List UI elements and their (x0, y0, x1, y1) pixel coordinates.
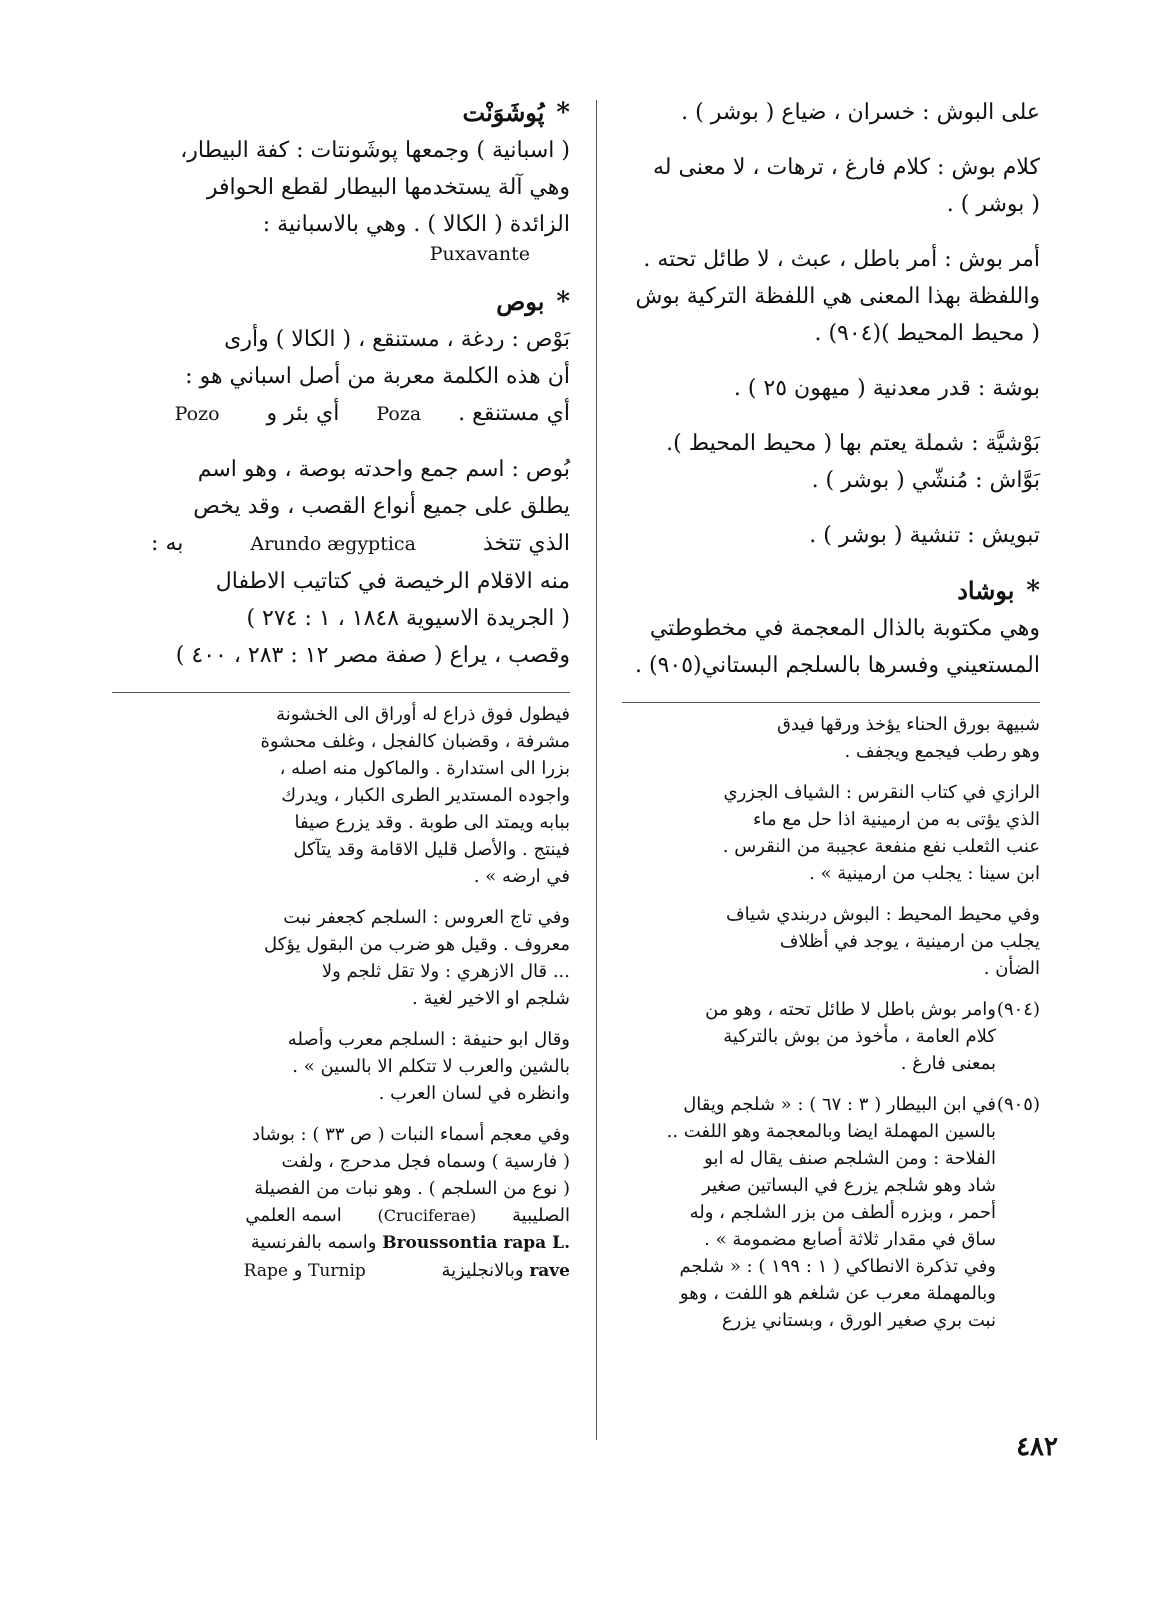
headword (622, 572, 1040, 610)
footnote-line: الرازي في كتاب النقرس : الشياف الجزري (723, 782, 1040, 803)
footnote-block (112, 1121, 570, 1285)
headword (112, 283, 570, 321)
latin-term: Broussontia rapa L. (382, 1233, 570, 1253)
entry-line: ( بوشر ) . (946, 192, 1040, 217)
footnote-text: و (293, 1260, 303, 1281)
entry-line: الزائدة ( الكالا ) . وهي بالاسبانية : (262, 212, 570, 237)
entry-line: بَوَّاش : مُنشّي ( بوشر ) . (811, 468, 1040, 493)
column-divider (596, 100, 597, 1440)
footnote-line: وفي محيط المحيط : البوش دربندي شياف (725, 904, 1040, 925)
footnote-line: ( نوع من السلجم ) . وهو نبات من الفصيلة (254, 1178, 570, 1199)
latin-term: Poza (376, 403, 422, 425)
page-number: ٤٨٢ (1016, 1432, 1058, 1462)
entry-text: الذي تتخذ (482, 531, 570, 556)
entry-line: واللفظة بهذا المعنى هي اللفظة التركية بوش (635, 284, 1040, 309)
entry-line: كلام بوش : كلام فارغ ، ترهات ، لا معنى له (653, 155, 1040, 180)
entry-line: ( اسبانية ) وجمعها پوشَونتات : كفة البيطار، (180, 138, 570, 163)
footnote-line: معروف . وقيل هو ضرب من البقول يؤكل (264, 934, 570, 955)
footnote-text: وبالانجليزية (441, 1260, 524, 1281)
footnote-line: شاد وهو شلجم يزرع في البساتين صغير (702, 1175, 996, 1196)
entry-line: وهي آلة يستخدمها البيطار لقطع الحوافر (206, 175, 570, 200)
entry-line: ( الجريدة الاسيوية ١٨٤٨ ، ١ : ٢٧٤ ) (246, 606, 570, 631)
footnote-separator (622, 702, 1040, 703)
entry-line: بَوْص : ردغة ، مستنقع ، ( الكالا ) وأرى (224, 327, 570, 352)
footnote-line: شلجم او الاخير لغية . (412, 988, 570, 1009)
footnote-line (112, 1202, 570, 1229)
footnote-line (622, 996, 1040, 1023)
asterisk-icon: * (556, 287, 570, 317)
entry-line: على البوش : خسران ، ضياع ( بوشر ) . (681, 100, 1040, 125)
footnote-904 (622, 996, 1040, 1077)
footnote-905 (622, 1091, 1040, 1334)
entry (112, 321, 570, 433)
footnote-line: فيطول فوق ذراع له أوراق الى الخشونة (276, 704, 570, 725)
footnote-separator (112, 692, 570, 693)
entry-line: أن هذه الكلمة معربة من أصل اسباني هو : (185, 364, 570, 389)
footnote-line: الفلاحة : ومن الشلجم صنف يقال له ابو (704, 1148, 996, 1169)
footnote-line: مشرفة ، وقضبان كالفجل ، وغلف محشوة (260, 731, 570, 752)
footnote-line: ساق في مقدار ثلاثة أصابع مضمومة » . (704, 1229, 996, 1250)
latin-term: Pozo (174, 403, 220, 425)
entry-line: أمر بوش : أمر باطل ، عبث ، لا طائل تحته . (643, 247, 1040, 272)
entry (622, 94, 1040, 131)
footnote-line: أحمر ، وبزره ألطف من بزر الشلجم ، وله (689, 1202, 996, 1223)
entry-line: وقصب ، يراع ( صفة مصر ١٢ : ٢٨٣ ، ٤٠٠ ) (175, 643, 570, 668)
footnote-text: الصليبية (512, 1205, 570, 1226)
entry-text: أي مستنقع . (458, 401, 570, 426)
footnote-line: عنب الثعلب نفع منفعة عجيبة من النقرس . (722, 836, 1040, 857)
asterisk-icon: * (1026, 576, 1040, 606)
footnote-line: وبالمهملة معرب عن شلغم هو اللفت ، وهو (679, 1283, 996, 1304)
footnote-number: (٩٠٤) (996, 999, 1040, 1020)
asterisk-icon: * (556, 98, 570, 128)
headword (112, 94, 570, 132)
entry (622, 149, 1040, 223)
footnote-text: في ابن البيطار ( ٣ : ٦٧ ) : « شلجم ويقال (683, 1094, 996, 1115)
footnote-line: بمعنى فارغ . (900, 1053, 996, 1074)
footnote-line: شبيهة بورق الحناء يؤخذ ورقها فيدق (776, 714, 1040, 735)
footnote-line: وفي تذكرة الانطاكي ( ١ : ١٩٩ ) : « شلجم (679, 1256, 996, 1277)
entry-line: بَوْشيَّة : شملة يعتم بها ( محيط المحيط ). (666, 431, 1040, 456)
entry (622, 425, 1040, 499)
footnote-line: فينتج . والأصل قليل الاقامة وقد يتآكل (293, 839, 570, 860)
footnote-line: يجلب من ارمينية ، يوجد في أظلاف (779, 931, 1040, 952)
footnote-line: وفي معجم أسماء النبات ( ص ٣٣ ) : بوشاد (251, 1124, 570, 1145)
entry-line: منه الاقلام الرخيصة في كتاتيب الاطفال (215, 569, 570, 594)
headword-text: بوشاد (957, 576, 1015, 605)
footnote-line: وقال ابو حنيفة : السلجم معرب وأصله (287, 1029, 570, 1050)
entry-line: ( محيط المحيط )(٩٠٤) . (814, 321, 1040, 346)
entry-line: تبويش : تنشية ( بوشر ) . (809, 523, 1040, 548)
entry-line: بوشة : قدر معدنية ( ميهون ٢٥ ) . (733, 376, 1040, 401)
entry-text: أي بئر و (266, 401, 340, 426)
entry (112, 132, 570, 265)
footnote-line: واجوده المستدير الطرى الكبار ، ويدرك (281, 785, 570, 806)
entry-line (112, 395, 570, 433)
left-column (112, 94, 570, 1299)
footnote-line: نبت بري صغير الورق ، وبستاني يزرع (721, 1310, 996, 1331)
footnote-line: ابن سينا : يجلب من ارمينية » . (809, 863, 1040, 884)
footnote-line (112, 1257, 570, 1285)
latin-term: Puxavante (429, 243, 530, 265)
footnote-line: ببابه ويمتد الى طوبة . وقد يزرع صيفا (294, 812, 570, 833)
entry-line (112, 243, 570, 265)
entry (622, 610, 1040, 684)
footnote-block (112, 904, 570, 1012)
footnotes (112, 701, 570, 1285)
latin-term: rave (529, 1261, 570, 1281)
footnote-continued (622, 711, 1040, 765)
footnote-block (112, 1026, 570, 1107)
footnote-line: ( فارسية ) وسماه فجل مدحرج ، ولفت (281, 1151, 570, 1172)
footnote-block (112, 701, 570, 890)
entry-line: بُوص : اسم جمع واحدته بوصة ، وهو اسم (197, 457, 570, 482)
footnote-line: في ارضه » . (473, 866, 570, 887)
headword-text: بوص (496, 287, 545, 316)
footnote-text: واسمه بالفرنسية (250, 1232, 377, 1253)
footnotes (622, 711, 1040, 1334)
footnote-line (622, 1091, 1040, 1118)
footnote-line: الذي يؤتى به من ارمينية اذا حل مع ماء (753, 809, 1040, 830)
footnote-line (112, 1229, 570, 1257)
footnote-line: وفي تاج العروس : السلجم كجعفر نبت (283, 907, 570, 928)
footnote-line: بزرا الى استدارة . والماكول منه اصله ، (279, 758, 570, 779)
entry (622, 370, 1040, 407)
entry-text: به : (151, 531, 184, 556)
footnote-continued (622, 901, 1040, 982)
footnote-line: بالسين المهملة ايضا وبالمعجمة وهو اللفت .. (666, 1121, 996, 1142)
entry-line: وهي مكتوبة بالذال المعجمة في مخطوطتي (649, 616, 1040, 641)
latin-term: (Cruciferae) (377, 1206, 477, 1225)
footnote-line: كلام العامة ، مأخوذ من بوش بالتركية (723, 1026, 996, 1047)
entry (112, 451, 570, 674)
entry (622, 241, 1040, 352)
entry-line (112, 525, 570, 563)
latin-term: Arundo ægyptica (250, 533, 416, 555)
entry-line: المستعيني وفسرها بالسلجم البستاني(٩٠٥) . (635, 653, 1040, 678)
footnote-line: ... قال الازهري : ولا تقل ثلجم ولا (321, 961, 570, 982)
footnote-text: اسمه العلمي (245, 1205, 342, 1226)
footnote-line: بالشين والعرب لا تتكلم الا بالسين » . (292, 1056, 570, 1077)
latin-term: Rape (243, 1261, 288, 1281)
footnote-number: (٩٠٥) (996, 1094, 1040, 1115)
latin-term: Turnip (308, 1261, 366, 1281)
footnote-text: وامر بوش باطل لا طائل تحته ، وهو من (705, 999, 996, 1020)
footnote-line: الضأن . (983, 958, 1040, 979)
entry (622, 517, 1040, 554)
headword-text: پُوشَوَنْت (462, 98, 545, 127)
right-column (622, 94, 1040, 1348)
footnote-line: وهو رطب فيجمع ويجفف . (844, 741, 1040, 762)
footnote-continued (622, 779, 1040, 887)
footnote-line: وانظره في لسان العرب . (378, 1083, 570, 1104)
entry-line: يطلق على جميع أنواع القصب ، وقد يخص (193, 494, 570, 519)
